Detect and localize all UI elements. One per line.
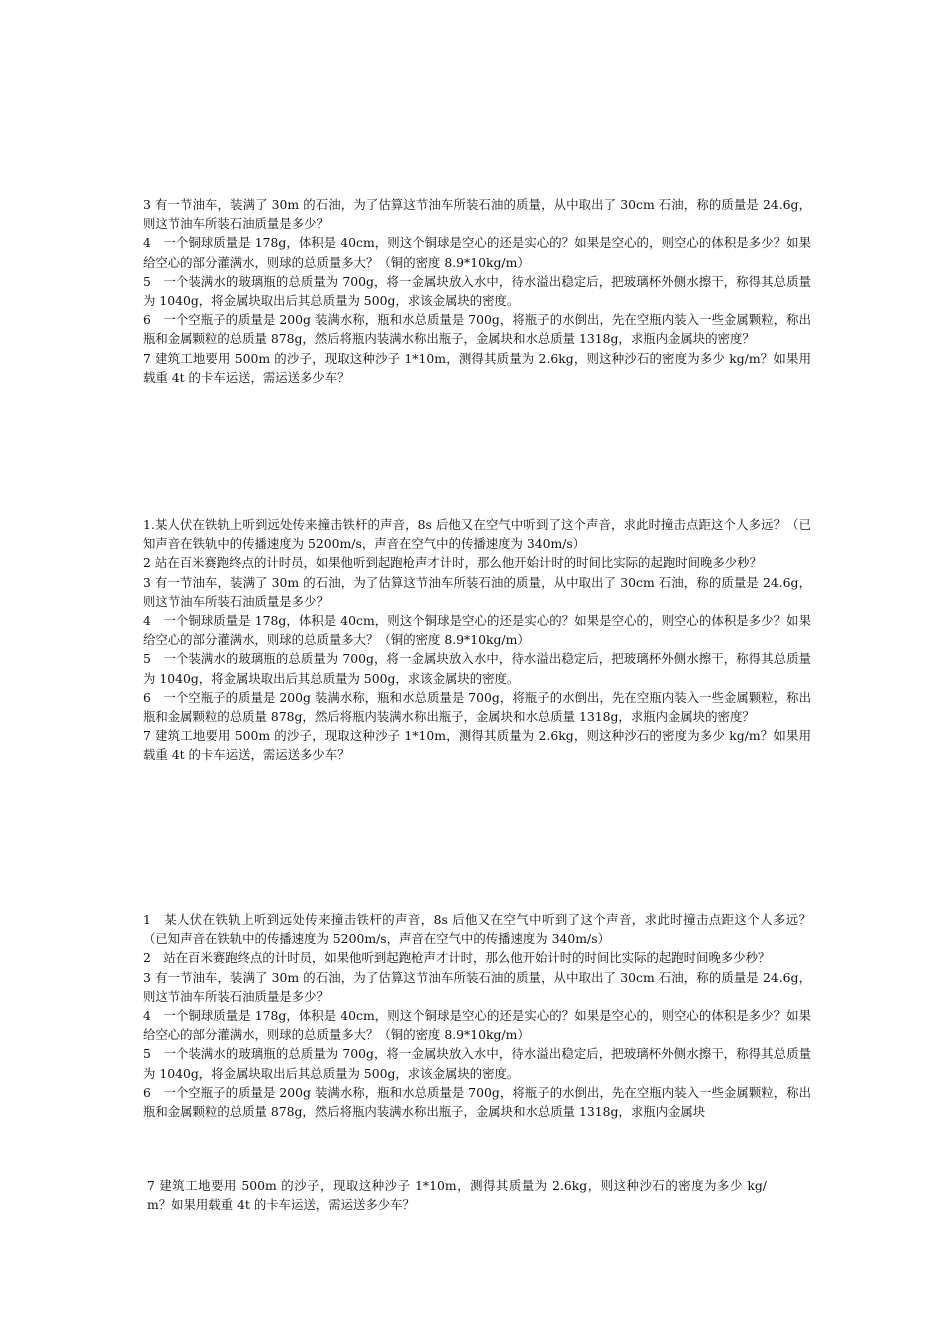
question-4: 4 一个铜球质量是 178g，体积是 40cm，则这个铜球是空心的还是实心的？如果是空心的，则空心的体积是多少？如果给空心的部分灌满水，则球的总质量多大？（铜的密度 8.9*10kg/m）: [143, 235, 811, 270]
question-6: 6 一个空瓶子的质量是 200g 装满水称，瓶和水总质量是 700g，将瓶子的水倒出，先在空瓶内装入一些金属颗粒，称出瓶和金属颗粒的总质量 878g，然后将瓶内装满水称出瓶子，金属块和水总质量 1318g，求瓶内金属块: [143, 1084, 811, 1120]
question-6: 6 一个空瓶子的质量是 200g 装满水称，瓶和水总质量是 700g，将瓶子的水倒出，先在空瓶内装入一些金属颗粒，称出瓶和金属颗粒的总质量 878g，然后将瓶内装满水称出瓶子，金属块和水总质量 1318g，求瓶内金属块的密度？: [143, 312, 811, 347]
question-5: 5 一个装满水的玻璃瓶的总质量为 700g，将一金属块放入水中，待水溢出稳定后，把玻璃杯外侧水擦干，称得其总质量为 1040g，将金属块取出后其总质量为 500g，求该金属块的密度。: [143, 1046, 811, 1081]
question-6: 6 一个空瓶子的质量是 200g 装满水称，瓶和水总质量是 700g，将瓶子的水倒出，先在空瓶内装入一些金属颗粒，称出瓶和金属颗粒的总质量 878g，然后将瓶内装满水称出瓶子，金属块和水总质量 1318g，求瓶内金属块的密度？: [143, 689, 811, 725]
question-block-3: [143, 910, 811, 1121]
question-5: 5 一个装满水的玻璃瓶的总质量为 700g，将一金属块放入水中，待水溢出稳定后，把玻璃杯外侧水擦干，称得其总质量为 1040g，将金属块取出后其总质量为 500g，求该金属块的密度。: [143, 651, 811, 686]
question-block-1: [143, 195, 811, 387]
question-7: 7 建筑工地要用 500m 的沙子，现取这种沙子 1*10m，测得其质量为 2.6kg，则这种沙石的密度为多少 kg/m？如果用载重 4t 的卡车运送，需运送多少车？: [143, 728, 811, 763]
question-4: 4 一个铜球质量是 178g，体积是 40cm，则这个铜球是空心的还是实心的？如果是空心的，则空心的体积是多少？如果给空心的部分灌满水，则球的总质量多大？（铜的密度 8.9*10kg/m）: [143, 1008, 811, 1043]
question-3: 3 有一节油车，装满了 30m 的石油，为了估算这节油车所装石油的质量，从中取出了 30cm 石油，称的质量是 24.6g，则这节油车所装石油质量是多少？: [143, 969, 811, 1004]
question-3: 3 有一节油车，装满了 30m 的石油，为了估算这节油车所装石油的质量，从中取出了 30cm 石油，称的质量是 24.6g，则这节油车所装石油质量是多少？: [143, 197, 811, 232]
question-3: 3 有一节油车，装满了 30m 的石油，为了估算这节油车所装石油的质量，从中取出了 30cm 石油，称的质量是 24.6g，则这节油车所装石油质量是多少？: [143, 574, 811, 609]
question-5: 5 一个装满水的玻璃瓶的总质量为 700g，将一金属块放入水中，待水溢出稳定后，把玻璃杯外侧水擦干，称得其总质量为 1040g，将金属块取出后其总质量为 500g，求该金属块的密度。: [143, 273, 811, 309]
question-1: 1.某人伏在铁轨上听到远处传来撞击铁杆的声音，8s 后他又在空气中听到了这个声音，求此时撞击点距这个人多远？（已知声音在铁轨中的传播速度为 5200m/s，声音在空气中的传播速度为 340m/s）: [143, 517, 811, 552]
question-4: 4 一个铜球质量是 178g，体积是 40cm，则这个铜球是空心的还是实心的？如果是空心的，则空心的体积是多少？如果给空心的部分灌满水，则球的总质量多大？（铜的密度 8.9*10kg/m）: [143, 613, 811, 648]
question-7: 7 建筑工地要用 500m 的沙子，现取这种沙子 1*10m，测得其质量为 2.6kg，则这种沙石的密度为多少 kg/m？如果用载重 4t 的卡车运送，需运送多少车？: [143, 350, 811, 385]
question-7: 7 建筑工地要用 500m 的沙子，现取这种沙子 1*10m，测得其质量为 2.6kg，则这种沙石的密度为多少 kg/m？如果用载重 4t 的卡车运送，需运送多少车？: [147, 1178, 767, 1213]
question-2: 2 站在百米赛跑终点的计时员，如果他听到起跑枪声才计时，那么他开始计时的时间比实际的起跑时间晚多少秒？: [143, 555, 762, 571]
question-block-4: [147, 1176, 767, 1214]
question-block-2: [143, 515, 811, 765]
question-2: 2 站在百米赛跑终点的计时员，如果他听到起跑枪声才计时，那么他开始计时的时间比实际的起跑时间晚多少秒？: [143, 950, 771, 966]
question-1: 1 某人伏在铁轨上听到远处传来撞击铁杆的声音，8s 后他又在空气中听到了这个声音，求此时撞击点距这个人多远？（已知声音在铁轨中的传播速度为 5200m/s，声音在空气中的传播速度为 340m/s）: [143, 912, 811, 947]
